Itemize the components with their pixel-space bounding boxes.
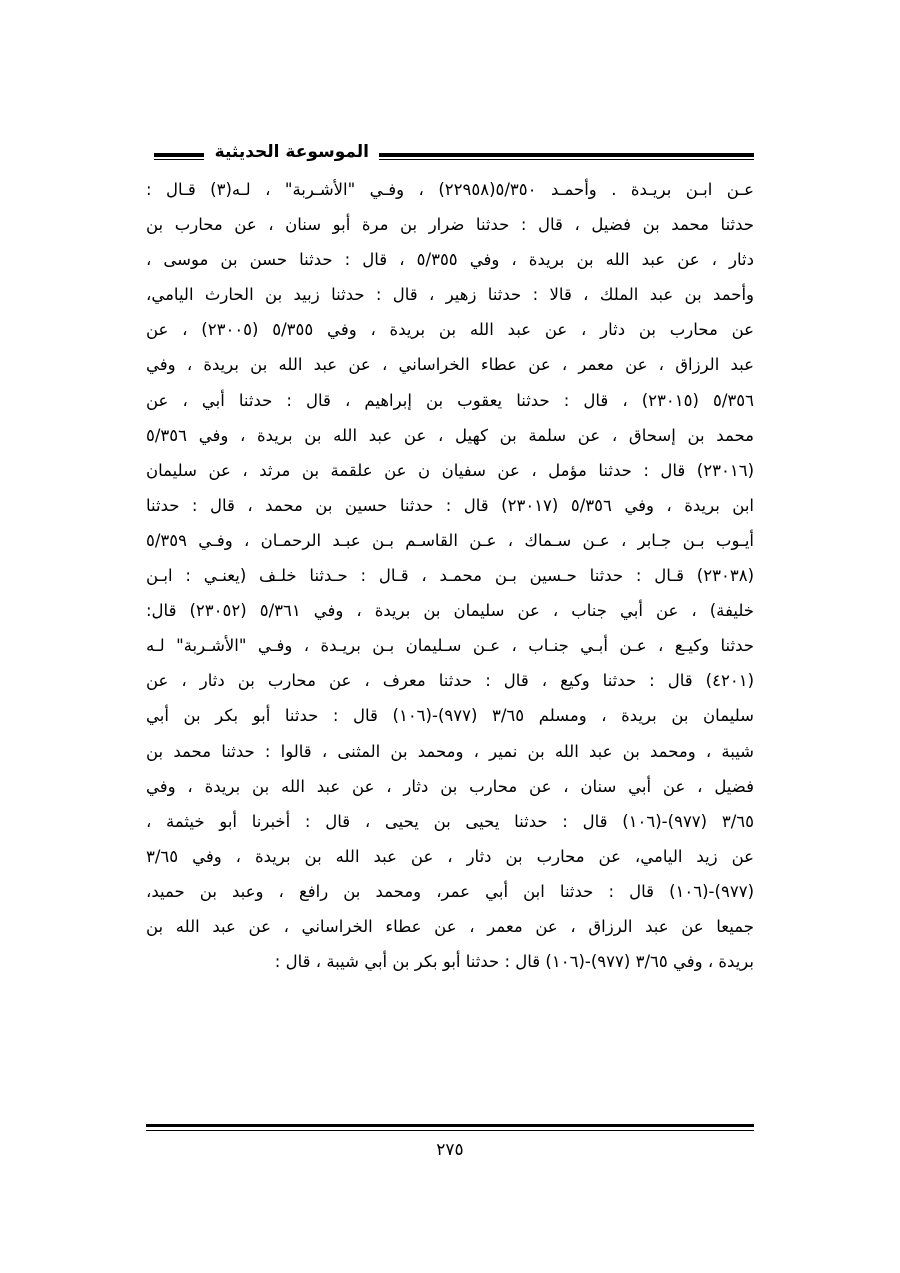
text-line-21: (٩٧٧)-(١٠٦) قال : حدثنا ابن أبي عمر، ومحمد بن رافع ، وعبد بن حميد، [146, 881, 754, 901]
text-line-14: حدثنا وكيـع ، عـن أبـي جنـاب ، عـن سـليمان بـن بريـدة ، وفـي "الأشـربة" لـه [146, 636, 754, 656]
text-line-22: جميعا عن عبد الرزاق ، عن معمر ، عن عطاء الخراساني ، عن عبد الله بن [146, 916, 754, 936]
page-number: ٢٧٥ [436, 1140, 464, 1160]
text-line-5: عن محارب بن دثار ، عن عبد الله بن بريدة ، وفي ٥/٣٥٥ (٢٣٠٠٥) ، عن [146, 320, 754, 340]
text-line-7: ٥/٣٥٦ (٢٣٠١٥) ، قال : حدثنا يعقوب بن إبراهيم ، قال : حدثنا أبي ، عن [146, 390, 754, 410]
header-rule-right [379, 153, 754, 160]
text-line-16: سليمان بن بريدة ، ومسلم ٣/٦٥ (٩٧٧)-(١٠٦) قال : حدثنا أبو بكر بن أبي [146, 706, 754, 726]
text-line-4: وأحمد بن عبد الملك ، قالا : حدثنا زهير ، قال : حدثنا زبيد بن الحارث اليامي، [146, 285, 754, 305]
text-line-8: محمد بن إسحاق ، عن سلمة بن كهيل ، عن عبد الله بن بريدة ، وفي ٥/٣٥٦ [146, 425, 754, 445]
header-rule-left [154, 153, 204, 160]
footer-rule [146, 1124, 754, 1131]
header-title: الموسوعة الحديثية [214, 142, 369, 162]
text-line-23: بريدة ، وفي ٣/٦٥ (٩٧٧)-(١٠٦) قال : حدثنا أبو بكر بن أبي شيبة ، قال : [274, 952, 754, 972]
text-line-17: شيبة ، ومحمد بن عبد الله بن نمير ، ومحمد بن المثنى ، قالوا : حدثنا محمد بن [146, 741, 754, 761]
body-text [146, 172, 754, 979]
text-line-9: (٢٣٠١٦) قال : حدثنا مؤمل ، عن سفيان ن عن علقمة بن مرثد ، عن سليمان [146, 460, 754, 480]
text-line-18: فضيل ، عن أبي سنان ، عن محارب بن دثار ، عن عبد الله بن بريدة ، وفي [146, 776, 754, 796]
text-line-3: دثار ، عن عبد الله بن بريدة ، وفي ٥/٣٥٥ ، قال : حدثنا حسن بن موسى ، [146, 250, 754, 270]
text-line-1: عـن ابـن بريـدة . وأحمـد ٥/٣٥٠(٢٢٩٥٨) ، وفـي "الأشـربة" ، لـه(٣) قـال : [146, 180, 754, 199]
text-line-13: خليفة) ، عن أبي جناب ، عن سليمان بن بريدة ، وفي ٥/٣٦١ (٢٣٠٥٢) قال: [146, 601, 754, 621]
text-line-6: عبد الرزاق ، عن معمر ، عن عطاء الخراساني ، عن عبد الله بن بريدة ، وفي [146, 355, 754, 375]
text-line-15: (٤٢٠١) قال : حدثنا وكيع ، قال : حدثنا معرف ، عن محارب بن دثار ، عن [146, 671, 754, 691]
text-line-2: حدثنا محمد بن فضيل ، قال : حدثنا ضرار بن مرة أبو سنان ، عن محارب بن [146, 215, 754, 235]
text-line-11: أيـوب بـن جـابر ، عـن سـماك ، عـن القاسـم بـن عبـد الرحمـان ، وفـي ٥/٣٥٩ [146, 530, 754, 550]
text-line-12: (٢٣٠٣٨) قـال : حدثنا حـسين بـن محمـد ، قـال : حـدثنا خلـف (يعنـي : ابـن [146, 566, 754, 586]
text-line-10: ابن بريدة ، وفي ٥/٣٥٦ (٢٣٠١٧) قال : حدثنا حسين بن محمد ، قال : حدثنا [146, 495, 754, 515]
text-line-19: ٣/٦٥ (٩٧٧)-(١٠٦) قال : حدثنا يحيى بن يحيى ، قال : أخبرنا أبو خيثمة ، [146, 811, 754, 831]
text-line-20: عن زيد اليامي، عن محارب بن دثار ، عن عبد الله بن بريدة ، وفي ٣/٦٥ [146, 846, 754, 866]
